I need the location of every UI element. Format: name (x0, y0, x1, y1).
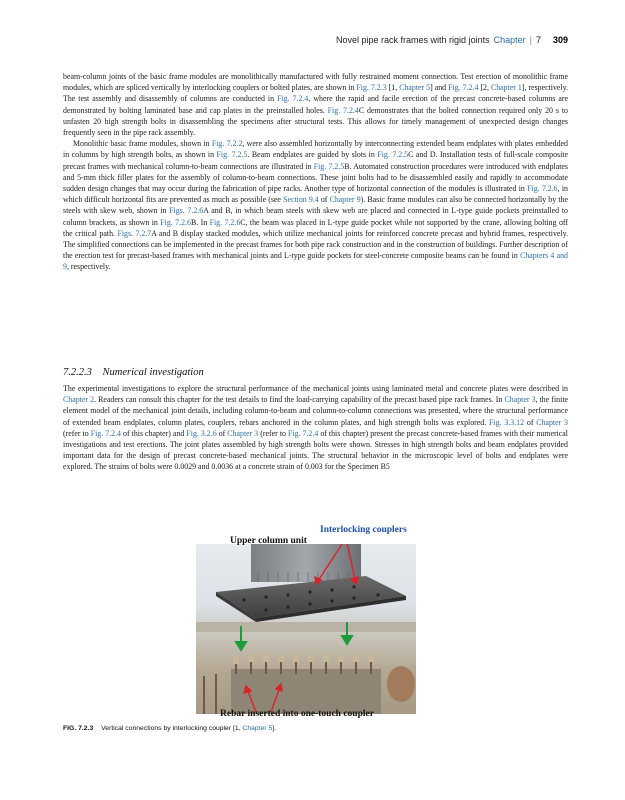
text-run: of this chapter) and (121, 428, 187, 438)
text-run: , respectively. (66, 262, 111, 272)
body-text-bottom (63, 383, 568, 473)
text-run: , in which difficult horizontal fits are prevented as much as possible (see (63, 184, 568, 205)
figure-photo (196, 544, 416, 714)
paragraph-2 (63, 138, 568, 272)
cross-reference-link[interactable]: Fig. 7.2.4 (90, 428, 122, 438)
cross-reference-link[interactable]: Fig. 7.2.6 (527, 184, 558, 194)
figure-7-2-3 (196, 522, 416, 719)
text-run: of (318, 195, 330, 205)
text-run: [1, (386, 83, 400, 93)
figure-caption (63, 725, 276, 732)
cross-reference-link[interactable]: Chapter 9 (329, 195, 361, 205)
cross-reference-link[interactable]: Figs. 7.2.7 (117, 228, 152, 238)
text-run: . Readers can consult this chapter for the test details to find the load-carrying capability of the precast based pipe rack frames. In (94, 395, 505, 405)
construction-photo-illustration (196, 544, 416, 714)
cross-reference-link[interactable]: Fig. 3.3.12 (489, 417, 525, 427)
cross-reference-link[interactable]: Chapter 1 (490, 83, 522, 93)
text-run: , where the rapid and facile erection of the precast concrete-based columns are demonstrated by bolting laminated base and cap plates in the preinstalled holes. (63, 94, 568, 115)
text-run: of (216, 428, 228, 438)
paragraph-1 (63, 71, 568, 138)
text-run: , the finite element model of the mechanical joint details, including column-to-beam and column-to-column connections was presented, where the structural performance of extended beam endplates, column plates, couplers, rebars anchored in the column plates, and high strength bolts was explored. (63, 395, 569, 427)
header-title: Novel pipe rack frames with rigid joints (336, 35, 490, 45)
text-run: . Beam endplates are guided by slots in (247, 150, 378, 160)
cross-reference-link[interactable]: Fig. 7.2.4 (277, 94, 309, 104)
caption-text-a: Vertical connections by interlocking coupler [1, (101, 725, 243, 732)
text-run: Monolithic basic frame modules, shown in (73, 139, 212, 149)
cross-reference-link[interactable]: Fig. 7.2.4 (448, 83, 479, 93)
section-title: Numerical investigation (102, 367, 204, 378)
header-chapter-number: 7 (535, 35, 541, 45)
cross-reference-link[interactable]: Fig. 7.2.2 (211, 139, 243, 149)
cross-reference-link[interactable]: Fig. 7.2.5 (216, 150, 248, 160)
cross-reference-link[interactable]: Fig. 7.2.4 (287, 428, 319, 438)
cross-reference-link[interactable]: Fig. 3.2.6 (186, 428, 217, 438)
text-run: C, the beam was placed in L-type guide pocket while not supported by the crane, allowing bolting off the critical path. (63, 217, 568, 238)
text-run: C and D. Installation tests of full-scale composite precast frames with mechanical column-to-beam connections are illustrated in (63, 150, 568, 171)
upper-column-unit (251, 544, 361, 582)
one-touch-couplers (233, 654, 374, 664)
text-run: , were also assembled horizontally by interconnecting extended beam endplates with plates embedded in columns by high strength bolts, as shown in (63, 139, 568, 160)
cross-reference-link[interactable]: Chapters 4 and 9 (63, 251, 568, 272)
header-chapter-label: Chapter (493, 35, 526, 45)
section-number: 7.2.2.3 (63, 367, 92, 378)
caption-text-b: ]. (272, 725, 277, 732)
text-run: C demonstrates that the bolted connection required only 20 s to unfasten 20 high strength bolts in disassembling the specimens after structural tests. This allows for timely management of unexpected design changes frequently seen in the pipe rack assembly. (63, 105, 568, 138)
text-run: beam-column joints of the basic frame modules are monolithically manufactured with fully restrained moment connection. Test erection of monolithic frame modules, which are spliced vertically by interlocking couplers or bolted plates, are shown in (63, 72, 568, 93)
text-run: A and B, in which beam steels with skew web are placed and connected in L-type guide pockets preinstalled to column brackets, as shown in (63, 206, 568, 227)
cross-reference-link[interactable]: Fig. 7.2.4 (327, 105, 359, 115)
worker-glove (387, 666, 415, 702)
cross-reference-link[interactable]: Fig. 7.2.5 (313, 161, 345, 171)
text-run: (refer to (258, 428, 288, 438)
caption-figure-number: FIG. 7.2.3 (63, 725, 94, 732)
text-run: The experimental investigations to explore the structural performance of the mechanical joints using laminated metal and concrete plates were described in (63, 384, 568, 393)
text-run: [2, (478, 83, 491, 93)
cross-reference-link[interactable]: Section 9.4 (283, 195, 319, 205)
caption-chapter-ref[interactable]: Chapter 5 (242, 725, 273, 732)
text-run: B. Automated construction procedures were introduced with endplates and 5-mm thick filler plates for the assembly of column-to-beam connections. These joint bolts had to be disassembled easily and rapidly to accommodate sudden design changes that may occur during the fabrication of pipe racks. Another type of horizontal connection of the modules is illustrated in (63, 161, 568, 194)
running-header (336, 35, 568, 45)
cross-reference-link[interactable]: Fig. 7.2.5 (377, 150, 409, 160)
cross-reference-link[interactable]: Chapter 3 (504, 395, 536, 405)
text-run: of (524, 417, 537, 427)
text-run: of this chapter) present the precast concrete-based frames with their numerical investigations and test erections. The joint plates assembled by high strength bolts were shown. Stresses in high strength bolts and beam endplates provided important data for the design of precast concrete-based mechanical joints. The structural behavior in the microscopic level of bolts and endplates were explored. The strains of bolts were 0.0029 and 0.0036 at a concrete strain of 0.003 for the Specimen B5 (63, 428, 568, 472)
page-number: 309 (552, 35, 568, 45)
body-text-top (63, 71, 568, 273)
cross-reference-link[interactable]: Chapter 2 (63, 395, 95, 405)
section-heading (63, 367, 204, 378)
text-run: ). Basic frame modules can also be connected horizontally by the steels with skew web, shown in (63, 195, 568, 216)
text-run: ] and (430, 83, 449, 93)
text-run: B. In (190, 217, 210, 227)
cross-reference-link[interactable]: Fig. 7.2.3 (356, 83, 387, 93)
text-run: (refer to (63, 428, 91, 438)
paragraph-3 (63, 383, 568, 473)
label-upper-column-unit: Upper column unit (230, 536, 307, 546)
text-run: ], respectively. The test assembly and disassembly of columns are conducted in (63, 83, 569, 104)
text-run: A and B display stacked modules, which utilize mechanical joints for reinforced concrete precast and hybrid frames, respectively. The simplified connections can be implemented in the precast frames for both pipe rack construction and in the construction of buildings. Further description of the erection test for precast-based frames with mechanical joints and L-type guide pockets for steel-concrete composite beams can be found in (63, 228, 568, 261)
label-rebar-inserted: Rebar inserted into one-touch coupler (220, 709, 374, 719)
cross-reference-link[interactable]: Chapter 5 (399, 83, 431, 93)
cross-reference-link[interactable]: Fig. 7.2.6 (160, 217, 191, 227)
horizon-band (196, 622, 416, 632)
cross-reference-link[interactable]: Fig. 7.2.6 (209, 217, 241, 227)
cross-reference-link[interactable]: Chapter 3 (227, 428, 259, 438)
header-separator: | (529, 35, 532, 45)
cross-reference-link[interactable]: Chapter 3 (536, 417, 568, 427)
cross-reference-link[interactable]: Figs. 7.2.6 (169, 206, 204, 216)
label-interlocking-couplers: Interlocking couplers (320, 525, 407, 535)
